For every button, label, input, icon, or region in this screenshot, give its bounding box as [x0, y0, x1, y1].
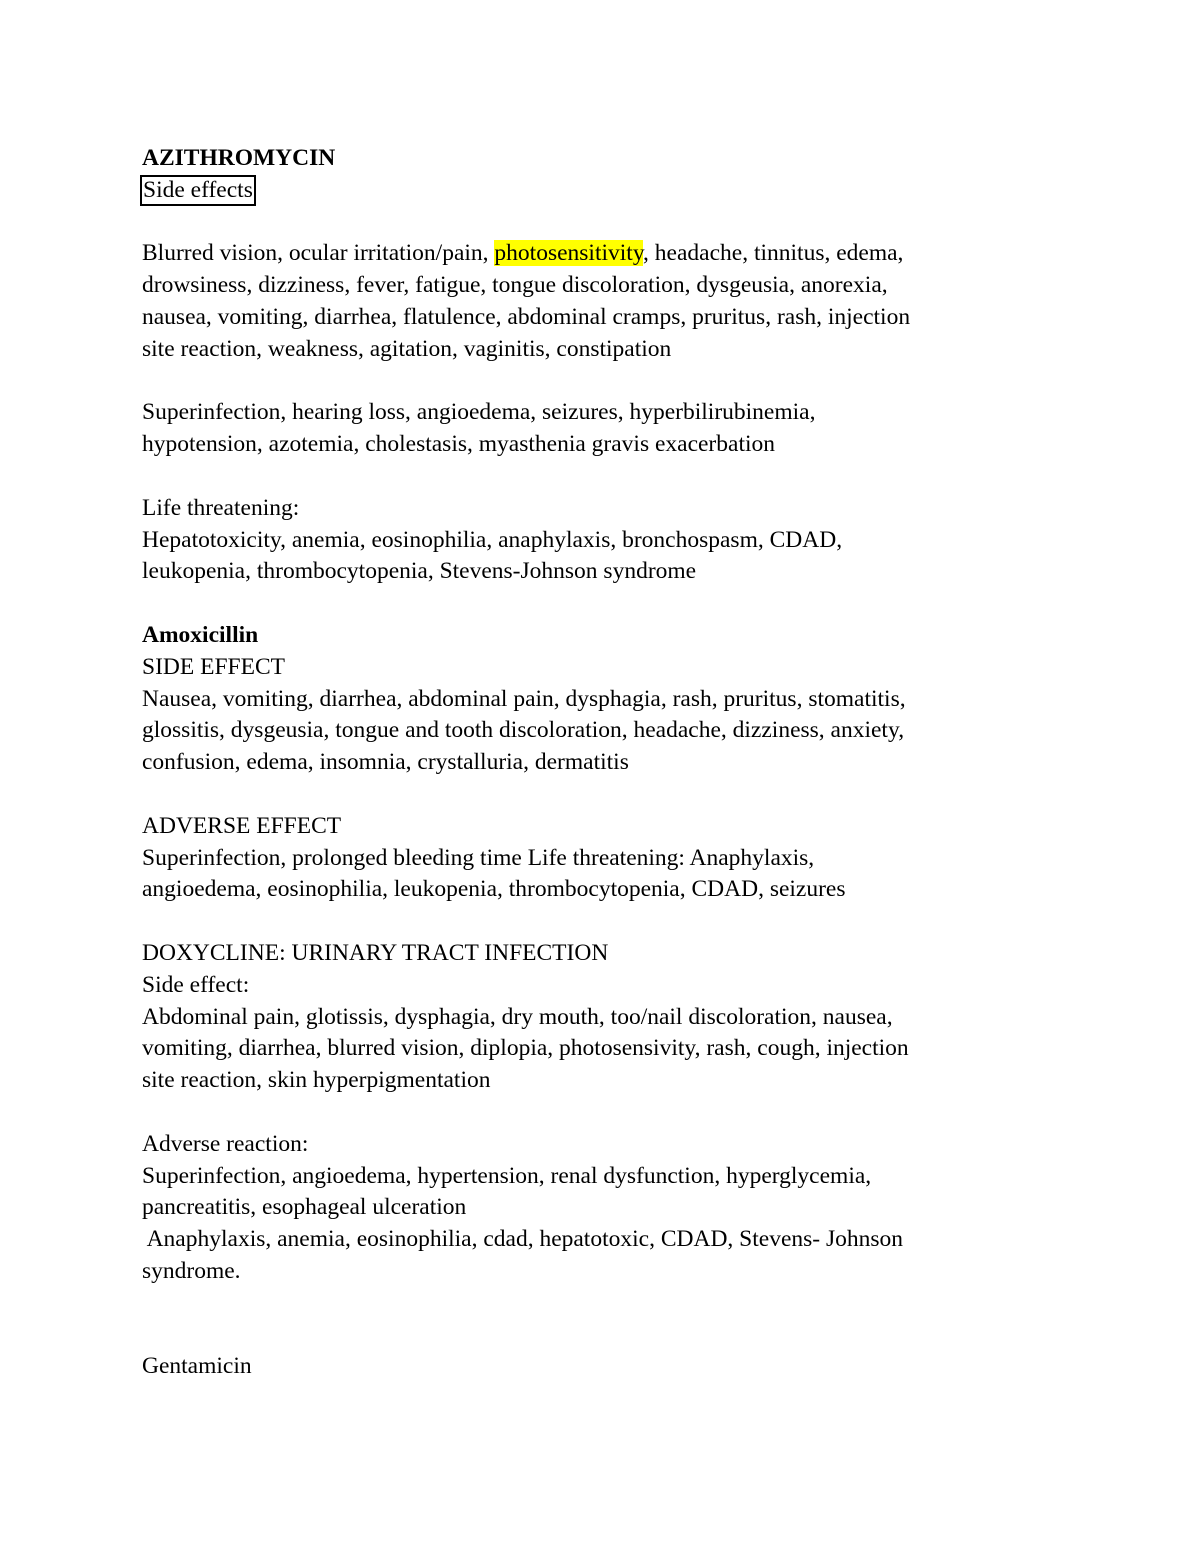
doxycline-side-effect-line-3: site reaction, skin hyperpigmentation	[142, 1067, 491, 1094]
doxycline-adverse-reaction-line-3: Anaphylaxis, anemia, eosinophilia, cdad, hepatotoxic, CDAD, Stevens- Johnson	[142, 1226, 904, 1253]
doxycline-adverse-reaction-label: Adverse reaction:	[142, 1130, 309, 1157]
spacer	[142, 588, 1062, 620]
amoxicillin-adverse-effect-label: ADVERSE EFFECT	[142, 812, 342, 839]
amoxicillin-side-effect-line-2: glossitis, dysgeusia, tongue and tooth discoloration, headache, dizziness, anxiety,	[142, 717, 905, 744]
doxycline-side-effect-label: Side effect:	[142, 971, 250, 998]
azithromycin-side-effects-line-4: site reaction, weakness, agitation, vaginitis, constipation	[142, 335, 672, 362]
spacer	[142, 1288, 1062, 1352]
azithromycin-life-threatening-line-2: leukopenia, thrombocytopenia, Stevens-Johnson syndrome	[142, 558, 697, 585]
spacer	[142, 779, 1062, 811]
spacer	[142, 906, 1062, 938]
azithromycin-side-effects-line-2: drowsiness, dizziness, fever, fatigue, tongue discoloration, dysgeusia, anorexia,	[142, 272, 888, 299]
amoxicillin-side-effect-label: SIDE EFFECT	[142, 653, 285, 680]
side-effects-heading-line	[142, 175, 1062, 207]
amoxicillin-title: Amoxicillin	[142, 621, 259, 648]
spacer	[142, 1097, 1062, 1129]
document-page	[142, 143, 1062, 1383]
spacer	[142, 461, 1062, 493]
azithromycin-side-effects-line-3: nausea, vomiting, diarrhea, flatulence, abdominal cramps, pruritus, rash, injection	[142, 303, 911, 330]
azithromycin-title: AZITHROMYCIN	[142, 145, 336, 171]
amoxicillin-adverse-effect-line-1: Superinfection, prolonged bleeding time Life threatening: Anaphylaxis,	[142, 844, 815, 871]
text-segment: , headache, tinnitus, edema,	[643, 240, 904, 267]
life-threatening-label: Life threatening:	[142, 494, 300, 521]
amoxicillin-adverse-effect-line-2: angioedema, eosinophilia, leukopenia, thrombocytopenia, CDAD, seizures	[142, 876, 846, 903]
spacer	[142, 207, 1062, 239]
azithromycin-side-effects-line-1	[142, 238, 1062, 270]
azithromycin-serious-line-2: hypotension, azotemia, cholestasis, myasthenia gravis exacerbation	[142, 431, 775, 458]
doxycline-side-effect-line-1: Abdominal pain, glotissis, dysphagia, dry mouth, too/nail discoloration, nausea,	[142, 1003, 893, 1030]
amoxicillin-side-effect-line-1: Nausea, vomiting, diarrhea, abdominal pain, dysphagia, rash, pruritus, stomatitis,	[142, 685, 906, 712]
side-effects-boxed-label: Side effects	[140, 175, 256, 206]
spacer	[142, 366, 1062, 398]
gentamicin-title: Gentamicin	[142, 1353, 252, 1380]
doxycline-adverse-reaction-line-2: pancreatitis, esophageal ulceration	[142, 1194, 467, 1221]
doxycline-adverse-reaction-line-4: syndrome.	[142, 1257, 241, 1284]
amoxicillin-side-effect-line-3: confusion, edema, insomnia, crystalluria, dermatitis	[142, 749, 629, 776]
azithromycin-life-threatening-line-1: Hepatotoxicity, anemia, eosinophilia, anaphylaxis, bronchospasm, CDAD,	[142, 526, 843, 553]
doxycline-side-effect-line-2: vomiting, diarrhea, blurred vision, diplopia, photosensivity, rash, cough, injection	[142, 1035, 909, 1062]
highlighted-term: photosensitivity	[494, 240, 644, 267]
azithromycin-serious-line-1: Superinfection, hearing loss, angioedema, seizures, hyperbilirubinemia,	[142, 399, 816, 426]
text-segment: Blurred vision, ocular irritation/pain,	[142, 240, 495, 267]
doxycline-adverse-reaction-line-1: Superinfection, angioedema, hypertension, renal dysfunction, hyperglycemia,	[142, 1162, 872, 1189]
doxycline-title: DOXYCLINE: URINARY TRACT INFECTION	[142, 939, 609, 966]
